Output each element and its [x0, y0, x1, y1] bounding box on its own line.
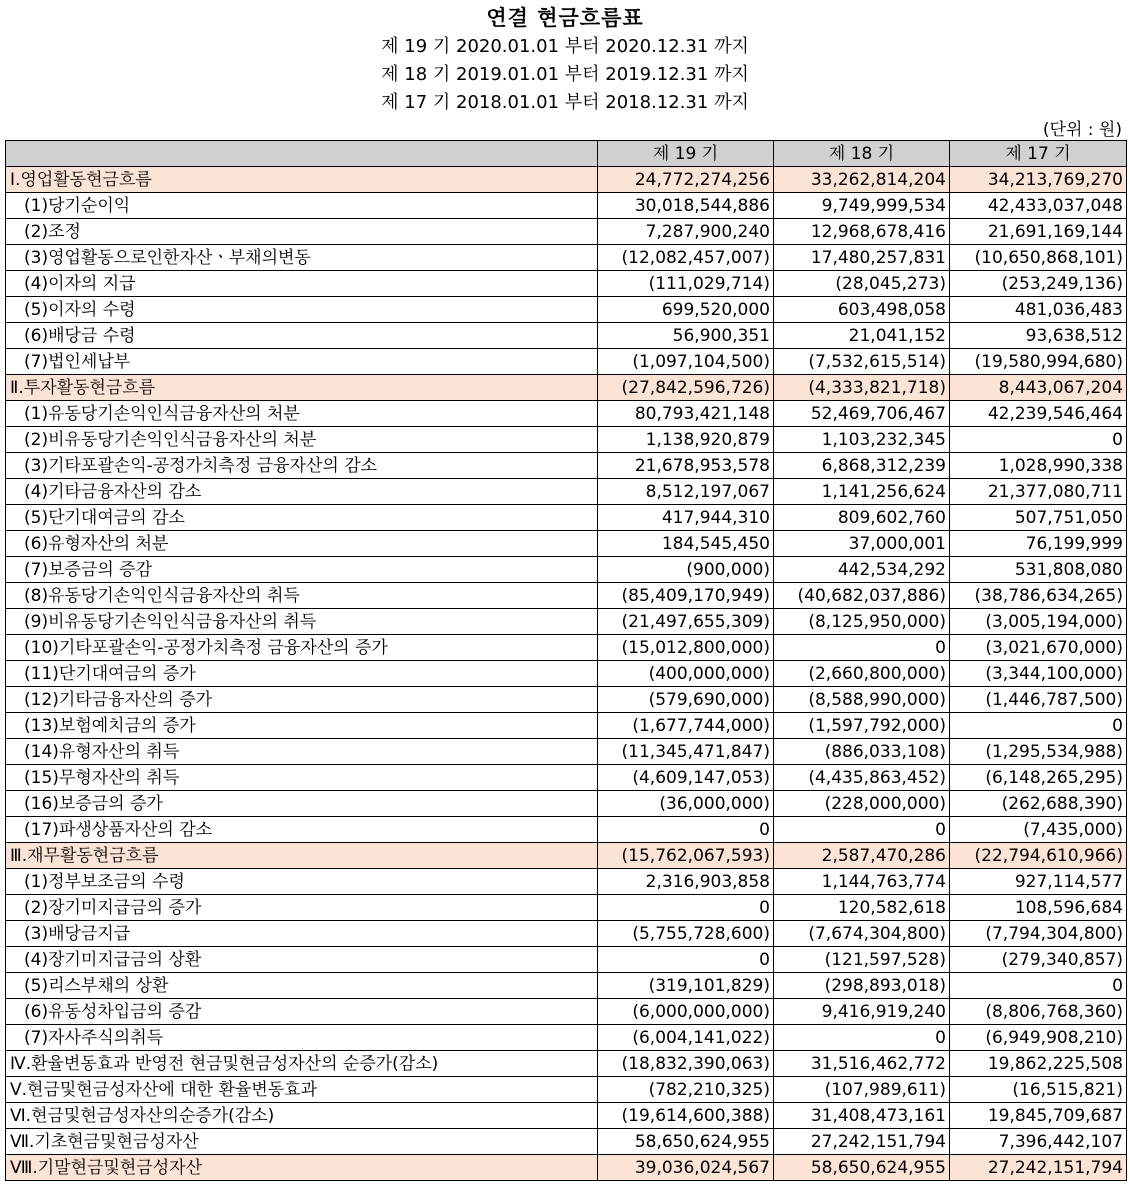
table-row	[6, 921, 1127, 947]
row-value: 699,520,000	[598, 297, 774, 323]
row-value: 1,103,232,345	[774, 427, 950, 453]
row-value: (40,682,037,886)	[774, 583, 950, 609]
row-label: (5)리스부채의 상환	[6, 973, 598, 999]
row-value: (27,842,596,726)	[598, 375, 774, 401]
table-row	[6, 973, 1127, 999]
row-label: Ⅶ.기초현금및현금성자산	[6, 1129, 598, 1155]
row-value: 42,433,037,048	[950, 193, 1127, 219]
row-label: Ⅲ.재무활동현금흐름	[6, 843, 598, 869]
row-value: (111,029,714)	[598, 271, 774, 297]
row-value: (16,515,821)	[950, 1077, 1127, 1103]
row-value: (279,340,857)	[950, 947, 1127, 973]
row-value: 24,772,274,256	[598, 167, 774, 193]
table-row	[6, 427, 1127, 453]
row-value: (228,000,000)	[774, 791, 950, 817]
row-value: 507,751,050	[950, 505, 1127, 531]
period-line: 제 18 기 2019.01.01 부터 2019.12.31 까지	[381, 64, 749, 85]
row-value: (4,609,147,053)	[598, 765, 774, 791]
row-value: (1,446,787,500)	[950, 687, 1127, 713]
row-value: 30,018,544,886	[598, 193, 774, 219]
row-value: (400,000,000)	[598, 661, 774, 687]
row-value: (19,614,600,388)	[598, 1103, 774, 1129]
row-value: 0	[774, 1025, 950, 1051]
row-value: 8,443,067,204	[950, 375, 1127, 401]
row-value: 0	[598, 947, 774, 973]
row-value: 31,516,462,772	[774, 1051, 950, 1077]
unit-label: (단위 : 원)	[1042, 120, 1122, 140]
row-label: (7)법인세납부	[6, 349, 598, 375]
row-value: (8,588,990,000)	[774, 687, 950, 713]
row-value: 21,377,080,711	[950, 479, 1127, 505]
row-label: (1)당기순이익	[6, 193, 598, 219]
row-value: (28,045,273)	[774, 271, 950, 297]
row-value: (4,435,863,452)	[774, 765, 950, 791]
row-value: 603,498,058	[774, 297, 950, 323]
table-row	[6, 271, 1127, 297]
row-value: 76,199,999	[950, 531, 1127, 557]
row-label: (15)무형자산의 취득	[6, 765, 598, 791]
row-value: (5,755,728,600)	[598, 921, 774, 947]
row-label: Ⅳ.환율변동효과 반영전 현금및현금성자산의 순증가(감소)	[6, 1051, 598, 1077]
table-row	[6, 1155, 1127, 1181]
row-value: 12,968,678,416	[774, 219, 950, 245]
row-label: Ⅵ.현금및현금성자산의순증가(감소)	[6, 1103, 598, 1129]
table-row	[6, 245, 1127, 271]
row-value: 8,512,197,067	[598, 479, 774, 505]
row-value: 6,868,312,239	[774, 453, 950, 479]
row-value: 33,262,814,204	[774, 167, 950, 193]
row-label: (16)보증금의 증가	[6, 791, 598, 817]
row-value: 52,469,706,467	[774, 401, 950, 427]
row-label: (14)유형자산의 취득	[6, 739, 598, 765]
row-label: (12)기타금융자산의 증가	[6, 687, 598, 713]
row-value: (7,794,304,800)	[950, 921, 1127, 947]
table-row	[6, 817, 1127, 843]
row-value: (4,333,821,718)	[774, 375, 950, 401]
row-value: (85,409,170,949)	[598, 583, 774, 609]
table-row	[6, 843, 1127, 869]
row-label: Ⅴ.현금및현금성자산에 대한 환율변동효과	[6, 1077, 598, 1103]
row-label: (4)장기미지급금의 상환	[6, 947, 598, 973]
header-period-17: 제 17 기	[950, 141, 1127, 167]
row-value: (782,210,325)	[598, 1077, 774, 1103]
row-value: (7,674,304,800)	[774, 921, 950, 947]
row-label: (1)정부보조금의 수령	[6, 869, 598, 895]
row-value: (107,989,611)	[774, 1077, 950, 1103]
row-label: (9)비유동당기손익인식금융자산의 취득	[6, 609, 598, 635]
row-value: (121,597,528)	[774, 947, 950, 973]
row-value: 9,416,919,240	[774, 999, 950, 1025]
row-value: 7,287,900,240	[598, 219, 774, 245]
table-row	[6, 375, 1127, 401]
period-line: 제 17 기 2018.01.01 부터 2018.12.31 까지	[381, 92, 749, 113]
header-period-19: 제 19 기	[598, 141, 774, 167]
row-label: Ⅰ.영업활동현금흐름	[6, 167, 598, 193]
row-value: 7,396,442,107	[950, 1129, 1127, 1155]
table-row	[6, 453, 1127, 479]
row-value: 927,114,577	[950, 869, 1127, 895]
table-row	[6, 791, 1127, 817]
row-value: (18,832,390,063)	[598, 1051, 774, 1077]
row-label: (6)배당금 수령	[6, 323, 598, 349]
row-value: 1,138,920,879	[598, 427, 774, 453]
table-row	[6, 999, 1127, 1025]
period-line: 제 19 기 2020.01.01 부터 2020.12.31 까지	[381, 36, 749, 57]
row-value: (1,097,104,500)	[598, 349, 774, 375]
row-value: (12,082,457,007)	[598, 245, 774, 271]
row-value: (11,345,471,847)	[598, 739, 774, 765]
row-label: (2)조정	[6, 219, 598, 245]
row-label: Ⅱ.투자활동현금흐름	[6, 375, 598, 401]
row-value: (298,893,018)	[774, 973, 950, 999]
row-value: (253,249,136)	[950, 271, 1127, 297]
row-value: (7,532,615,514)	[774, 349, 950, 375]
row-value: (2,660,800,000)	[774, 661, 950, 687]
row-value: (7,435,000)	[950, 817, 1127, 843]
row-label: (3)기타포괄손익-공정가치측정 금융자산의 감소	[6, 453, 598, 479]
row-value: (886,033,108)	[774, 739, 950, 765]
row-value: (3,021,670,000)	[950, 635, 1127, 661]
table-row	[6, 297, 1127, 323]
table-row	[6, 167, 1127, 193]
row-label: (7)자사주식의취득	[6, 1025, 598, 1051]
row-value: 0	[598, 817, 774, 843]
table-row	[6, 479, 1127, 505]
table-row	[6, 869, 1127, 895]
row-label: (1)유동당기손익인식금융자산의 처분	[6, 401, 598, 427]
table-row	[6, 635, 1127, 661]
row-value: (15,012,800,000)	[598, 635, 774, 661]
row-value: (38,786,634,265)	[950, 583, 1127, 609]
page-title: 연결 현금흐름표	[486, 6, 644, 30]
row-value: 27,242,151,794	[950, 1155, 1127, 1181]
row-value: 531,808,080	[950, 557, 1127, 583]
table-row	[6, 1077, 1127, 1103]
table-row	[6, 687, 1127, 713]
row-value: (6,949,908,210)	[950, 1025, 1127, 1051]
header-label	[6, 141, 598, 167]
row-label: (5)단기대여금의 감소	[6, 505, 598, 531]
table-row	[6, 401, 1127, 427]
row-value: (3,344,100,000)	[950, 661, 1127, 687]
row-value: 58,650,624,955	[598, 1129, 774, 1155]
row-value: 0	[950, 427, 1127, 453]
row-value: 809,602,760	[774, 505, 950, 531]
row-label: (5)이자의 수령	[6, 297, 598, 323]
row-value: 21,691,169,144	[950, 219, 1127, 245]
row-value: 27,242,151,794	[774, 1129, 950, 1155]
row-value: 9,749,999,534	[774, 193, 950, 219]
row-value: 42,239,546,464	[950, 401, 1127, 427]
row-value: 37,000,001	[774, 531, 950, 557]
table-row	[6, 609, 1127, 635]
row-value: (1,295,534,988)	[950, 739, 1127, 765]
row-value: 0	[774, 817, 950, 843]
row-label: (6)유형자산의 처분	[6, 531, 598, 557]
row-value: 417,944,310	[598, 505, 774, 531]
row-label: (8)유동당기손익인식금융자산의 취득	[6, 583, 598, 609]
row-value: (579,690,000)	[598, 687, 774, 713]
table-row	[6, 1103, 1127, 1129]
row-value: 1,144,763,774	[774, 869, 950, 895]
row-value: 93,638,512	[950, 323, 1127, 349]
row-label: (4)이자의 지급	[6, 271, 598, 297]
table-row	[6, 895, 1127, 921]
table-row	[6, 531, 1127, 557]
row-value: (22,794,610,966)	[950, 843, 1127, 869]
row-value: (21,497,655,309)	[598, 609, 774, 635]
row-value: 80,793,421,148	[598, 401, 774, 427]
row-label: (2)장기미지급금의 증가	[6, 895, 598, 921]
row-label: (10)기타포괄손익-공정가치측정 금융자산의 증가	[6, 635, 598, 661]
table-row	[6, 947, 1127, 973]
row-value: 120,582,618	[774, 895, 950, 921]
row-value: 2,587,470,286	[774, 843, 950, 869]
row-value: 56,900,351	[598, 323, 774, 349]
row-value: 21,678,953,578	[598, 453, 774, 479]
table-header-row	[6, 141, 1127, 167]
row-label: (13)보험예치금의 증가	[6, 713, 598, 739]
table-row	[6, 505, 1127, 531]
row-value: (10,650,868,101)	[950, 245, 1127, 271]
row-value: 0	[950, 713, 1127, 739]
row-value: (262,688,390)	[950, 791, 1127, 817]
row-value: 19,845,709,687	[950, 1103, 1127, 1129]
row-value: 34,213,769,270	[950, 167, 1127, 193]
row-label: (3)영업활동으로인한자산ㆍ부채의변동	[6, 245, 598, 271]
row-value: 0	[774, 635, 950, 661]
row-label: (3)배당금지급	[6, 921, 598, 947]
row-value: 108,596,684	[950, 895, 1127, 921]
table-row	[6, 583, 1127, 609]
row-value: 1,141,256,624	[774, 479, 950, 505]
row-value: 0	[950, 973, 1127, 999]
row-value: 39,036,024,567	[598, 1155, 774, 1181]
table-row	[6, 1051, 1127, 1077]
row-label: (6)유동성차입금의 증감	[6, 999, 598, 1025]
table-row	[6, 219, 1127, 245]
row-value: 481,036,483	[950, 297, 1127, 323]
table-row	[6, 661, 1127, 687]
row-value: 31,408,473,161	[774, 1103, 950, 1129]
table-row	[6, 349, 1127, 375]
table-row	[6, 557, 1127, 583]
table-row	[6, 739, 1127, 765]
row-label: Ⅷ.기말현금및현금성자산	[6, 1155, 598, 1181]
row-label: (4)기타금융자산의 감소	[6, 479, 598, 505]
row-value: (15,762,067,593)	[598, 843, 774, 869]
row-label: (11)단기대여금의 증가	[6, 661, 598, 687]
row-value: (900,000)	[598, 557, 774, 583]
row-value: (319,101,829)	[598, 973, 774, 999]
row-value: 442,534,292	[774, 557, 950, 583]
row-value: (1,597,792,000)	[774, 713, 950, 739]
table-row	[6, 1025, 1127, 1051]
table-row	[6, 193, 1127, 219]
table-body	[6, 167, 1127, 1181]
row-value: (8,125,950,000)	[774, 609, 950, 635]
row-value: (6,000,000,000)	[598, 999, 774, 1025]
row-value: (19,580,994,680)	[950, 349, 1127, 375]
row-value: 19,862,225,508	[950, 1051, 1127, 1077]
row-value: 0	[598, 895, 774, 921]
table-row	[6, 713, 1127, 739]
row-label: (17)파생상품자산의 감소	[6, 817, 598, 843]
row-label: (2)비유동당기손익인식금융자산의 처분	[6, 427, 598, 453]
row-value: 58,650,624,955	[774, 1155, 950, 1181]
table-row	[6, 1129, 1127, 1155]
row-value: (1,677,744,000)	[598, 713, 774, 739]
header-period-18: 제 18 기	[774, 141, 950, 167]
row-value: 17,480,257,831	[774, 245, 950, 271]
cash-flow-table	[5, 140, 1127, 1181]
table-row	[6, 323, 1127, 349]
row-value: 2,316,903,858	[598, 869, 774, 895]
row-label: (7)보증금의 증감	[6, 557, 598, 583]
row-value: (6,004,141,022)	[598, 1025, 774, 1051]
row-value: (8,806,768,360)	[950, 999, 1127, 1025]
row-value: 184,545,450	[598, 531, 774, 557]
row-value: (36,000,000)	[598, 791, 774, 817]
table-row	[6, 765, 1127, 791]
row-value: (3,005,194,000)	[950, 609, 1127, 635]
row-value: (6,148,265,295)	[950, 765, 1127, 791]
row-value: 1,028,990,338	[950, 453, 1127, 479]
row-value: 21,041,152	[774, 323, 950, 349]
